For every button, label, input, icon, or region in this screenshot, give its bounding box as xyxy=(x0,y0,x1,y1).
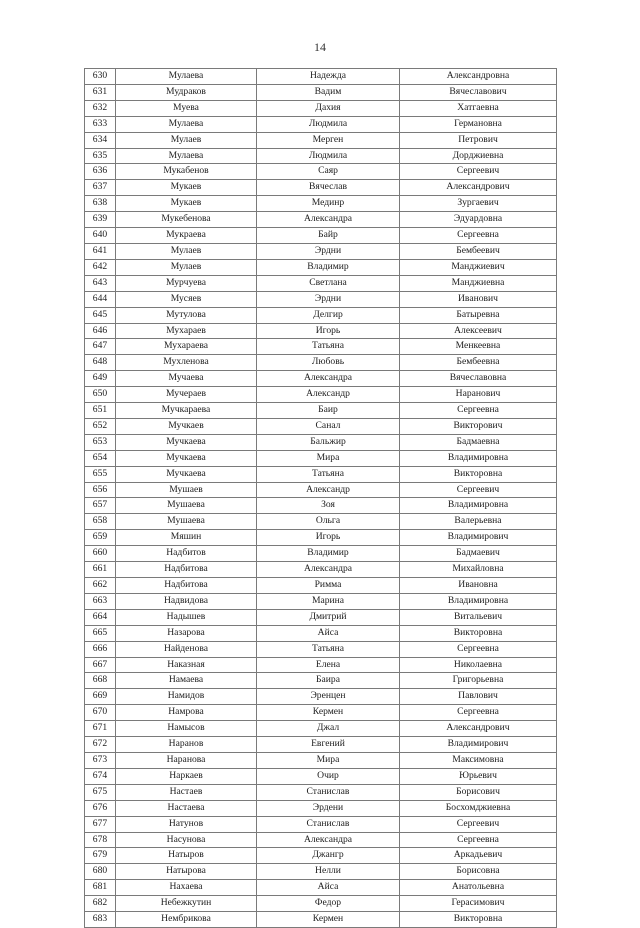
first-name-cell: Джал xyxy=(257,721,400,737)
patronymic-cell: Алексеевич xyxy=(400,323,557,339)
patronymic-cell: Витальевич xyxy=(400,609,557,625)
patronymic-cell: Владимировна xyxy=(400,593,557,609)
last-name-cell: Мурчуева xyxy=(116,275,257,291)
first-name-cell: Санал xyxy=(257,418,400,434)
first-name-cell: Владимир xyxy=(257,546,400,562)
row-number-cell: 634 xyxy=(85,132,116,148)
table-row xyxy=(85,609,557,625)
last-name-cell: Мучкаев xyxy=(116,418,257,434)
last-name-cell: Наказная xyxy=(116,657,257,673)
patronymic-cell: Петрович xyxy=(400,132,557,148)
last-name-cell: Небежкутин xyxy=(116,896,257,912)
first-name-cell: Надежда xyxy=(257,69,400,85)
first-name-cell: Байр xyxy=(257,228,400,244)
first-name-cell: Александра xyxy=(257,832,400,848)
row-number-cell: 680 xyxy=(85,864,116,880)
row-number-cell: 650 xyxy=(85,387,116,403)
last-name-cell: Мусяев xyxy=(116,291,257,307)
first-name-cell: Кермен xyxy=(257,705,400,721)
last-name-cell: Нембрикова xyxy=(116,912,257,928)
row-number-cell: 673 xyxy=(85,752,116,768)
row-number-cell: 672 xyxy=(85,737,116,753)
table-row xyxy=(85,912,557,928)
row-number-cell: 682 xyxy=(85,896,116,912)
patronymic-cell: Александрович xyxy=(400,180,557,196)
last-name-cell: Наранов xyxy=(116,737,257,753)
patronymic-cell: Бембеевич xyxy=(400,243,557,259)
first-name-cell: Александра xyxy=(257,562,400,578)
table-row xyxy=(85,625,557,641)
first-name-cell: Эрдени xyxy=(257,800,400,816)
row-number-cell: 674 xyxy=(85,768,116,784)
table-row xyxy=(85,482,557,498)
row-number-cell: 630 xyxy=(85,69,116,85)
table-row xyxy=(85,69,557,85)
table-row xyxy=(85,100,557,116)
first-name-cell: Айса xyxy=(257,880,400,896)
last-name-cell: Натунов xyxy=(116,816,257,832)
row-number-cell: 645 xyxy=(85,307,116,323)
table-row xyxy=(85,418,557,434)
last-name-cell: Мулаев xyxy=(116,132,257,148)
row-number-cell: 670 xyxy=(85,705,116,721)
patronymic-cell: Павлович xyxy=(400,689,557,705)
patronymic-cell: Аркадьевич xyxy=(400,848,557,864)
table-row xyxy=(85,800,557,816)
row-number-cell: 667 xyxy=(85,657,116,673)
first-name-cell: Александр xyxy=(257,482,400,498)
last-name-cell: Мучкаева xyxy=(116,434,257,450)
last-name-cell: Мухараев xyxy=(116,323,257,339)
first-name-cell: Александр xyxy=(257,387,400,403)
table-row xyxy=(85,116,557,132)
first-name-cell: Мерген xyxy=(257,132,400,148)
row-number-cell: 641 xyxy=(85,243,116,259)
patronymic-cell: Юрьевич xyxy=(400,768,557,784)
names-table xyxy=(84,68,557,928)
row-number-cell: 661 xyxy=(85,562,116,578)
last-name-cell: Мулаева xyxy=(116,116,257,132)
patronymic-cell: Вячеславовна xyxy=(400,371,557,387)
row-number-cell: 639 xyxy=(85,212,116,228)
first-name-cell: Кермен xyxy=(257,912,400,928)
table-row xyxy=(85,259,557,275)
patronymic-cell: Викторовна xyxy=(400,466,557,482)
last-name-cell: Наранова xyxy=(116,752,257,768)
row-number-cell: 654 xyxy=(85,450,116,466)
row-number-cell: 636 xyxy=(85,164,116,180)
table-row xyxy=(85,530,557,546)
row-number-cell: 681 xyxy=(85,880,116,896)
patronymic-cell: Батыревна xyxy=(400,307,557,323)
patronymic-cell: Владимирович xyxy=(400,530,557,546)
first-name-cell: Нелли xyxy=(257,864,400,880)
row-number-cell: 656 xyxy=(85,482,116,498)
patronymic-cell: Григорьевна xyxy=(400,673,557,689)
table-row xyxy=(85,339,557,355)
patronymic-cell: Эдуардовна xyxy=(400,212,557,228)
first-name-cell: Мира xyxy=(257,752,400,768)
last-name-cell: Мукабенов xyxy=(116,164,257,180)
patronymic-cell: Сергеевич xyxy=(400,816,557,832)
table-row xyxy=(85,228,557,244)
last-name-cell: Найденова xyxy=(116,641,257,657)
row-number-cell: 683 xyxy=(85,912,116,928)
first-name-cell: Джангр xyxy=(257,848,400,864)
first-name-cell: Дахия xyxy=(257,100,400,116)
row-number-cell: 666 xyxy=(85,641,116,657)
first-name-cell: Игорь xyxy=(257,530,400,546)
patronymic-cell: Сергеевна xyxy=(400,832,557,848)
patronymic-cell: Валерьевна xyxy=(400,514,557,530)
row-number-cell: 640 xyxy=(85,228,116,244)
row-number-cell: 675 xyxy=(85,784,116,800)
row-number-cell: 651 xyxy=(85,403,116,419)
table-row xyxy=(85,148,557,164)
first-name-cell: Татьяна xyxy=(257,339,400,355)
first-name-cell: Мединр xyxy=(257,196,400,212)
last-name-cell: Надышев xyxy=(116,609,257,625)
row-number-cell: 653 xyxy=(85,434,116,450)
last-name-cell: Муева xyxy=(116,100,257,116)
row-number-cell: 657 xyxy=(85,498,116,514)
patronymic-cell: Владимировна xyxy=(400,498,557,514)
patronymic-cell: Михайловна xyxy=(400,562,557,578)
first-name-cell: Людмила xyxy=(257,116,400,132)
patronymic-cell: Анатольевна xyxy=(400,880,557,896)
table-row xyxy=(85,784,557,800)
patronymic-cell: Владимировна xyxy=(400,450,557,466)
table-row xyxy=(85,593,557,609)
table-row xyxy=(85,84,557,100)
table-row xyxy=(85,848,557,864)
patronymic-cell: Манджиевич xyxy=(400,259,557,275)
first-name-cell: Александра xyxy=(257,371,400,387)
table-row xyxy=(85,355,557,371)
table-row xyxy=(85,387,557,403)
last-name-cell: Намысов xyxy=(116,721,257,737)
table-row xyxy=(85,562,557,578)
last-name-cell: Мукаев xyxy=(116,196,257,212)
row-number-cell: 662 xyxy=(85,578,116,594)
patronymic-cell: Вячеславович xyxy=(400,84,557,100)
patronymic-cell: Иванович xyxy=(400,291,557,307)
last-name-cell: Мушаев xyxy=(116,482,257,498)
row-number-cell: 648 xyxy=(85,355,116,371)
last-name-cell: Мучераев xyxy=(116,387,257,403)
table-body xyxy=(85,69,557,928)
patronymic-cell: Александрович xyxy=(400,721,557,737)
first-name-cell: Станислав xyxy=(257,816,400,832)
table-row xyxy=(85,164,557,180)
last-name-cell: Мулаев xyxy=(116,243,257,259)
last-name-cell: Насунова xyxy=(116,832,257,848)
last-name-cell: Мяшин xyxy=(116,530,257,546)
first-name-cell: Владимир xyxy=(257,259,400,275)
last-name-cell: Натырова xyxy=(116,864,257,880)
first-name-cell: Дмитрий xyxy=(257,609,400,625)
last-name-cell: Мутулова xyxy=(116,307,257,323)
last-name-cell: Мучкаева xyxy=(116,466,257,482)
table-row xyxy=(85,896,557,912)
table-row xyxy=(85,371,557,387)
last-name-cell: Надбитов xyxy=(116,546,257,562)
row-number-cell: 668 xyxy=(85,673,116,689)
row-number-cell: 635 xyxy=(85,148,116,164)
table-row xyxy=(85,212,557,228)
row-number-cell: 632 xyxy=(85,100,116,116)
row-number-cell: 660 xyxy=(85,546,116,562)
first-name-cell: Вячеслав xyxy=(257,180,400,196)
first-name-cell: Елена xyxy=(257,657,400,673)
patronymic-cell: Николаевна xyxy=(400,657,557,673)
patronymic-cell: Борисовна xyxy=(400,864,557,880)
row-number-cell: 638 xyxy=(85,196,116,212)
last-name-cell: Настаев xyxy=(116,784,257,800)
patronymic-cell: Викторович xyxy=(400,418,557,434)
row-number-cell: 664 xyxy=(85,609,116,625)
table-row xyxy=(85,578,557,594)
table-row xyxy=(85,243,557,259)
patronymic-cell: Хатгаевна xyxy=(400,100,557,116)
row-number-cell: 631 xyxy=(85,84,116,100)
patronymic-cell: Бембеевна xyxy=(400,355,557,371)
last-name-cell: Мукаев xyxy=(116,180,257,196)
last-name-cell: Мухленова xyxy=(116,355,257,371)
patronymic-cell: Викторовна xyxy=(400,912,557,928)
table-row xyxy=(85,864,557,880)
table-row xyxy=(85,721,557,737)
last-name-cell: Надвидова xyxy=(116,593,257,609)
first-name-cell: Светлана xyxy=(257,275,400,291)
last-name-cell: Настаева xyxy=(116,800,257,816)
table-row xyxy=(85,434,557,450)
first-name-cell: Любовь xyxy=(257,355,400,371)
last-name-cell: Мучаева xyxy=(116,371,257,387)
row-number-cell: 679 xyxy=(85,848,116,864)
table-row xyxy=(85,132,557,148)
last-name-cell: Назарова xyxy=(116,625,257,641)
last-name-cell: Намидов xyxy=(116,689,257,705)
table-row xyxy=(85,275,557,291)
last-name-cell: Намрова xyxy=(116,705,257,721)
first-name-cell: Станислав xyxy=(257,784,400,800)
table-row xyxy=(85,705,557,721)
last-name-cell: Намаева xyxy=(116,673,257,689)
last-name-cell: Надбитова xyxy=(116,578,257,594)
last-name-cell: Мулаев xyxy=(116,259,257,275)
last-name-cell: Мулаева xyxy=(116,69,257,85)
patronymic-cell: Сергеевна xyxy=(400,403,557,419)
first-name-cell: Евгений xyxy=(257,737,400,753)
patronymic-cell: Сергеевич xyxy=(400,164,557,180)
first-name-cell: Людмила xyxy=(257,148,400,164)
first-name-cell: Айса xyxy=(257,625,400,641)
first-name-cell: Зоя xyxy=(257,498,400,514)
first-name-cell: Александра xyxy=(257,212,400,228)
first-name-cell: Делгир xyxy=(257,307,400,323)
page-number: 14 xyxy=(314,40,326,54)
patronymic-cell: Ивановна xyxy=(400,578,557,594)
first-name-cell: Марина xyxy=(257,593,400,609)
last-name-cell: Натыров xyxy=(116,848,257,864)
patronymic-cell: Сергеевна xyxy=(400,705,557,721)
patronymic-cell: Владимирович xyxy=(400,737,557,753)
patronymic-cell: Бадмаевич xyxy=(400,546,557,562)
table-row xyxy=(85,752,557,768)
last-name-cell: Мушаева xyxy=(116,498,257,514)
last-name-cell: Мухараева xyxy=(116,339,257,355)
row-number-cell: 678 xyxy=(85,832,116,848)
row-number-cell: 663 xyxy=(85,593,116,609)
table-row xyxy=(85,291,557,307)
last-name-cell: Мучкараева xyxy=(116,403,257,419)
row-number-cell: 669 xyxy=(85,689,116,705)
table-row xyxy=(85,403,557,419)
first-name-cell: Игорь xyxy=(257,323,400,339)
last-name-cell: Мучкаева xyxy=(116,450,257,466)
first-name-cell: Бальжир xyxy=(257,434,400,450)
table-row xyxy=(85,880,557,896)
patronymic-cell: Максимовна xyxy=(400,752,557,768)
table-row xyxy=(85,466,557,482)
patronymic-cell: Зургаевич xyxy=(400,196,557,212)
row-number-cell: 644 xyxy=(85,291,116,307)
first-name-cell: Татьяна xyxy=(257,641,400,657)
table-row xyxy=(85,832,557,848)
last-name-cell: Мудраков xyxy=(116,84,257,100)
patronymic-cell: Борисович xyxy=(400,784,557,800)
row-number-cell: 655 xyxy=(85,466,116,482)
table-row xyxy=(85,498,557,514)
row-number-cell: 637 xyxy=(85,180,116,196)
patronymic-cell: Манджиевна xyxy=(400,275,557,291)
patronymic-cell: Сергеевич xyxy=(400,482,557,498)
row-number-cell: 646 xyxy=(85,323,116,339)
first-name-cell: Баира xyxy=(257,673,400,689)
first-name-cell: Татьяна xyxy=(257,466,400,482)
table-row xyxy=(85,768,557,784)
row-number-cell: 659 xyxy=(85,530,116,546)
last-name-cell: Мулаева xyxy=(116,148,257,164)
table-row xyxy=(85,450,557,466)
row-number-cell: 652 xyxy=(85,418,116,434)
last-name-cell: Нахаева xyxy=(116,880,257,896)
table-row xyxy=(85,196,557,212)
first-name-cell: Очир xyxy=(257,768,400,784)
row-number-cell: 647 xyxy=(85,339,116,355)
last-name-cell: Мукебенова xyxy=(116,212,257,228)
first-name-cell: Саяр xyxy=(257,164,400,180)
patronymic-cell: Викторовна xyxy=(400,625,557,641)
row-number-cell: 671 xyxy=(85,721,116,737)
patronymic-cell: Бадмаевна xyxy=(400,434,557,450)
row-number-cell: 642 xyxy=(85,259,116,275)
patronymic-cell: Герасимович xyxy=(400,896,557,912)
row-number-cell: 665 xyxy=(85,625,116,641)
table-row xyxy=(85,816,557,832)
last-name-cell: Наркаев xyxy=(116,768,257,784)
patronymic-cell: Сергеевна xyxy=(400,228,557,244)
row-number-cell: 676 xyxy=(85,800,116,816)
row-number-cell: 677 xyxy=(85,816,116,832)
first-name-cell: Римма xyxy=(257,578,400,594)
table-row xyxy=(85,737,557,753)
table-row xyxy=(85,657,557,673)
patronymic-cell: Наранович xyxy=(400,387,557,403)
first-name-cell: Вадим xyxy=(257,84,400,100)
table-row xyxy=(85,641,557,657)
table-row xyxy=(85,514,557,530)
row-number-cell: 649 xyxy=(85,371,116,387)
patronymic-cell: Сергеевна xyxy=(400,641,557,657)
table-row xyxy=(85,180,557,196)
first-name-cell: Эрдни xyxy=(257,243,400,259)
first-name-cell: Мира xyxy=(257,450,400,466)
last-name-cell: Надбитова xyxy=(116,562,257,578)
first-name-cell: Федор xyxy=(257,896,400,912)
last-name-cell: Мукраева xyxy=(116,228,257,244)
first-name-cell: Баир xyxy=(257,403,400,419)
last-name-cell: Мушаева xyxy=(116,514,257,530)
table-row xyxy=(85,323,557,339)
first-name-cell: Эренцен xyxy=(257,689,400,705)
patronymic-cell: Германовна xyxy=(400,116,557,132)
patronymic-cell: Александровна xyxy=(400,69,557,85)
row-number-cell: 658 xyxy=(85,514,116,530)
row-number-cell: 643 xyxy=(85,275,116,291)
table-row xyxy=(85,546,557,562)
row-number-cell: 633 xyxy=(85,116,116,132)
patronymic-cell: Менкеевна xyxy=(400,339,557,355)
patronymic-cell: Босхомджиевна xyxy=(400,800,557,816)
table-row xyxy=(85,307,557,323)
patronymic-cell: Дорджиевна xyxy=(400,148,557,164)
table-row xyxy=(85,673,557,689)
first-name-cell: Ольга xyxy=(257,514,400,530)
first-name-cell: Эрдни xyxy=(257,291,400,307)
table-row xyxy=(85,689,557,705)
